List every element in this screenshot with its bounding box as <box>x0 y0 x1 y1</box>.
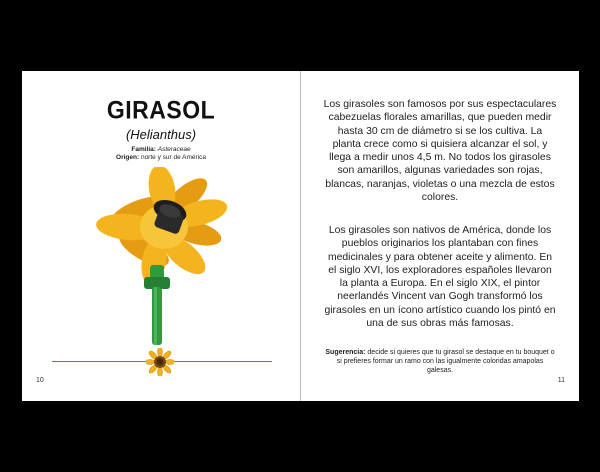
paragraph-2: Los girasoles son nativos de América, donde los pueblos originarios los plantaban con fines medicinales y para obtener aceite y alimento. En el siglo XVI, los exploradores españoles llevaron la planta a Europa. En el siglo XIX, el pintor neerlandés Vincent van Gogh transformó los girasoles en un ícono artístico cuando los pintó en una de sus obras más famosas. <box>324 225 556 330</box>
origin-value: norte y sur de América <box>140 154 206 161</box>
flower-stem <box>144 265 170 345</box>
page-number-right: 11 <box>557 377 565 384</box>
left-page <box>22 71 300 401</box>
family-line <box>22 146 300 154</box>
right-page <box>301 71 579 401</box>
hint-block <box>323 348 557 375</box>
flower-meta <box>22 146 300 162</box>
hint-label: Sugerencia: <box>325 349 366 356</box>
hint-text: decide si quieres que tu girasol se destaque en tu bouquet o si prefieres formar un ramo con las igualmente coloridas amapolas galesas. <box>336 349 555 374</box>
sunflower-icon <box>146 348 174 376</box>
flower-title: GIRASOL <box>106 95 216 124</box>
origin-label: Origen: <box>116 154 140 161</box>
origin-line <box>22 154 300 162</box>
family-label: Familia: <box>131 146 156 153</box>
sunflower-illustration <box>84 167 234 347</box>
page-number-left: 10 <box>36 377 44 384</box>
latin-name: (Helianthus) <box>125 127 197 142</box>
paragraph-1: Los girasoles son famosos por sus espectaculares cabezuelas florales amarillas, que pueden medir hasta 30 cm de diámetro si se los cultiva. La planta crece como si quisiera alcanzar el sol, y llega a medir unos 4,5 m. No todos los girasoles son amarillos, algunas variedades son rojas, blancas, naranjas, violetas o una mezcla de estos colores. <box>323 99 557 204</box>
family-value: Asteraceae <box>157 146 191 153</box>
